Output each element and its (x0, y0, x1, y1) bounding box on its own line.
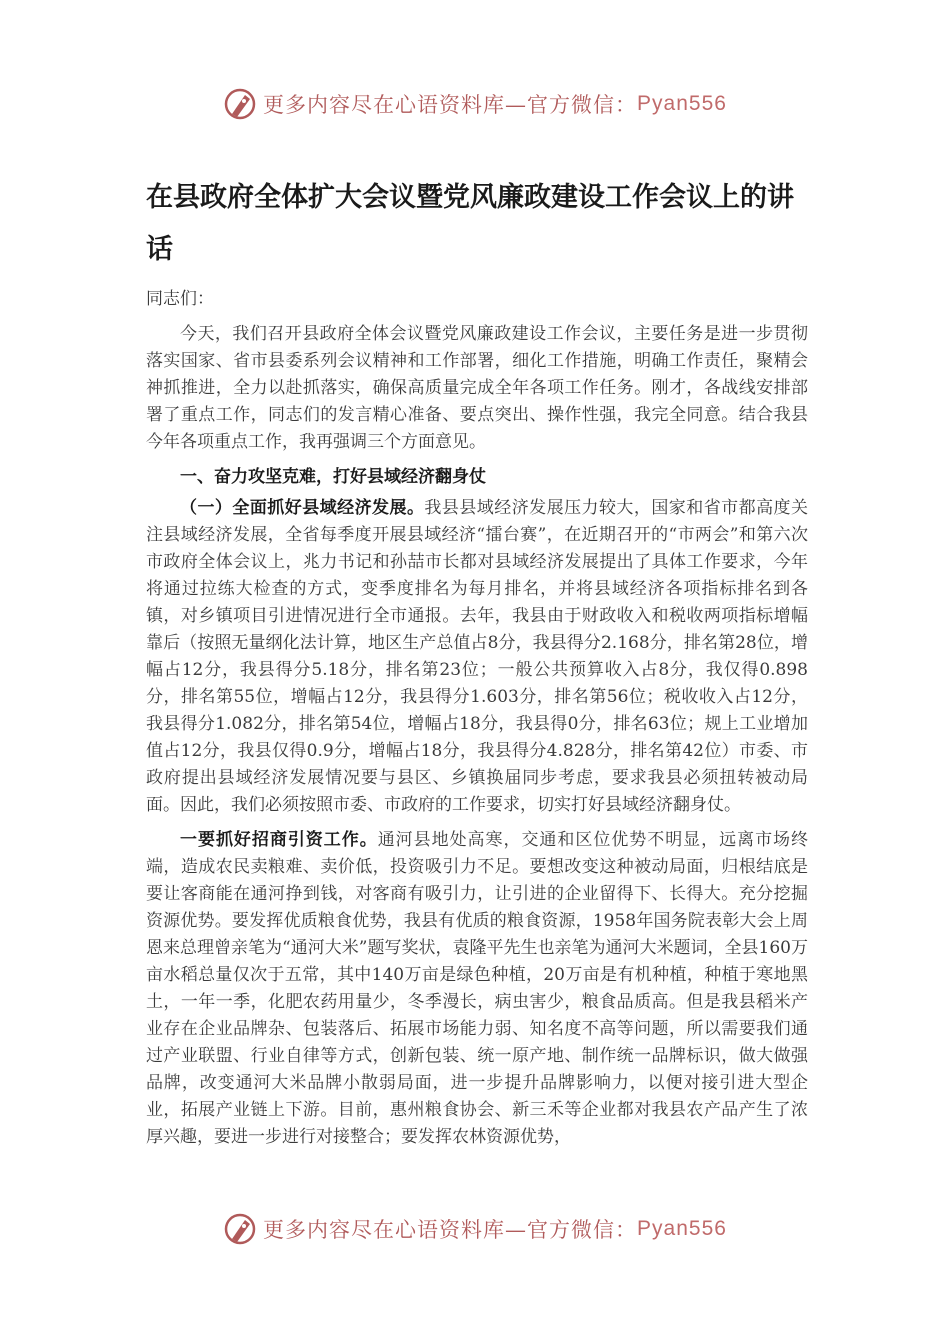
banner-wechat-id: Pyan556 (637, 92, 727, 115)
document-title: 在县政府全体扩大会议暨党风廉政建设工作会议上的讲话 (146, 182, 794, 265)
banner-wechat-id: Pyan556 (637, 1217, 727, 1240)
section-heading-1: 一、奋力攻坚克难，打好县域经济翻身仗 (180, 467, 486, 487)
subsection-1-paragraph (146, 495, 808, 819)
point-1-body: 通河县地处高寒，交通和区位优势不明显，远离市场终端，造成农民卖粮难、卖价低，投资吸引力不足。要想改变这种被动局面，归根结底是要让客商能在通河挣到钱，对客商有吸引力，让引进的企业留得下、长得大。充分挖掘资源优势。要发挥优质粮食优势，我县有优质的粮食资源，1958年国务院表彰大会上周恩来总理曾亲笔为“通河大米”题写奖状，袁隆平先生也亲笔为通河大米题词，全县160万亩水稻总量仅次于五常，其中140万亩是绿色种植，20万亩是有机种植，种植于寒地黑土，一年一季，化肥农药用量少，冬季漫长，病虫害少，粮食品质高。但是我县稻米产业存在企业品牌杂、包装落后、拓展市场能力弱、知名度不高等问题，所以需要我们通过产业联盟、行业自律等方式，创新包装、统一原产地、制作统一品牌标识，做大做强品牌，改变通河大米品牌小散弱局面，进一步提升品牌影响力，以便对接引进大型企业，拓展产业链上下游。目前，惠州粮食协会、新三禾等企业都对我县农产品产生了浓厚兴趣，要进一步进行对接整合；要发挥农林资源优势， (146, 830, 809, 1147)
footer-watermark-banner (0, 1209, 950, 1249)
subsection-1-lead: （一）全面抓好县域经济发展。 (180, 498, 425, 518)
banner-text: 更多内容尽在心语资料库—官方微信： (263, 93, 638, 117)
pen-nib-circle-logo-icon (223, 87, 257, 121)
header-watermark-banner (0, 84, 950, 124)
greeting: 同志们： (146, 289, 214, 309)
banner-text: 更多内容尽在心语资料库—官方微信： (263, 1218, 638, 1242)
intro-paragraph: 今天，我们召开县政府全体会议暨党风廉政建设工作会议，主要任务是进一步贯彻落实国家、省市县委系列会议精神和工作部署，细化工作措施，明确工作责任，聚精会神抓推进，全力以赴抓落实，确保高质量完成全年各项工作任务。刚才，各战线安排部署了重点工作，同志们的发言精心准备、要点突出、操作性强，我完全同意。结合我县今年各项重点工作，我再强调三个方面意见。 (146, 324, 808, 452)
point-1-paragraph (146, 827, 808, 1151)
pen-nib-circle-logo-icon (223, 1212, 257, 1246)
subsection-1-body: 我县县域经济发展压力较大，国家和省市都高度关注县域经济发展，全省每季度开展县域经济“擂台赛”，在近期召开的“市两会”和第六次市政府全体会议上，兆力书记和孙喆市长都对县域经济发展提出了具体工作要求，今年将通过拉练大检查的方式，变季度排名为每月排名，并将县域经济各项指标排名到各镇，对乡镇项目引进情况进行全市通报。去年，我县由于财政收入和税收两项指标增幅靠后（按照无量纲化法计算，地区生产总值占8分，我县得分2.168分，排名第28位，增幅占12分，我县得分5.18分，排名第23位；一般公共预算收入占8分，我仅得0.898分，排名第55位，增幅占12分，我县得分1.603分，排名第56位；税收收入占12分，我县得分1.082分，排名第54位，增幅占18分，我县得0分，排名63位；规上工业增加值占12分，我县仅得0.9分，增幅占18分，我县得分4.828分，排名第42位）市委、市政府提出县域经济发展情况要与县区、乡镇换届同步考虑，要求我县必须扭转被动局面。因此，我们必须按照市委、市政府的工作要求，切实打好县域经济翻身仗。 (146, 498, 809, 815)
point-1-lead: 一要抓好招商引资工作。 (180, 830, 378, 850)
document-body (146, 286, 808, 1151)
